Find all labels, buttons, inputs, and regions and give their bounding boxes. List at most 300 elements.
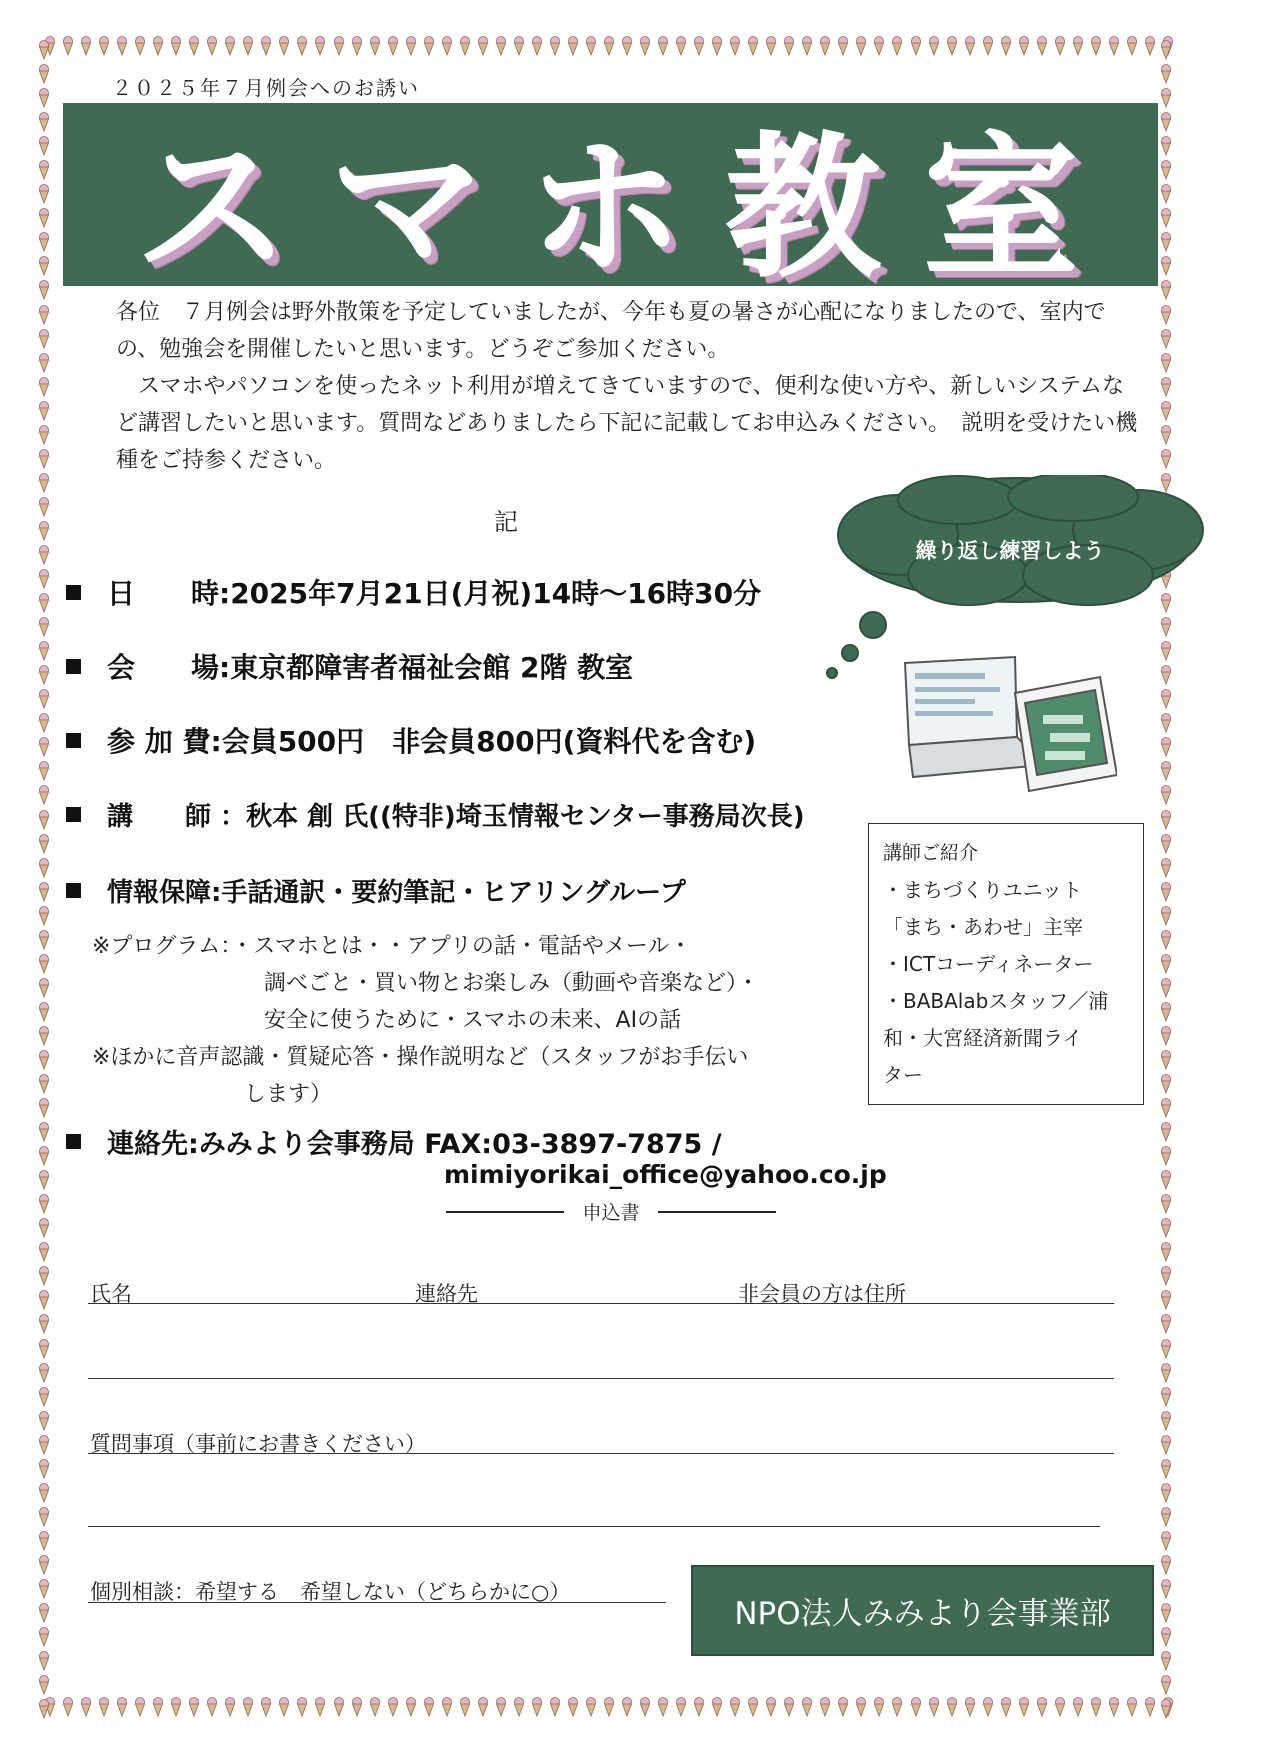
questions-field-line-2[interactable] [88, 1526, 1100, 1527]
ice-cream-cone-icon [1160, 1002, 1172, 1022]
ice-cream-cone-icon [38, 930, 50, 950]
ice-cream-cone-icon [441, 36, 453, 56]
ice-cream-cone-icon [38, 1242, 50, 1262]
venue-value: 東京都障害者福祉会館 2階 教室 [230, 651, 634, 684]
venue-row [66, 646, 633, 686]
ice-cream-cone-icon [855, 36, 867, 56]
venue-label: 会 場: [107, 651, 231, 684]
ice-cream-cone-icon [116, 1697, 128, 1717]
ice-cream-cone-icon [1160, 1411, 1172, 1431]
decorative-border-top [44, 36, 1174, 60]
ice-cream-cone-icon [801, 36, 813, 56]
ice-cream-cone-icon [38, 1194, 50, 1214]
ice-cream-cone-icon [1160, 1579, 1172, 1599]
ice-cream-cone-icon [38, 1675, 50, 1695]
bullet-square-icon [66, 733, 81, 748]
ice-cream-cone-icon [783, 1697, 795, 1717]
ice-cream-cone-icon [1160, 1507, 1172, 1527]
ice-cream-cone-icon [1160, 1074, 1172, 1094]
ice-cream-cone-icon [928, 36, 940, 56]
profile-line: ター [883, 1063, 923, 1087]
program-line: ※プログラム：・スマホとは・・アプリの話・電話やメール・ [92, 934, 692, 959]
ice-cream-cone-icon [621, 36, 633, 56]
profile-line: 和・大宮経済新聞ライ [883, 1026, 1083, 1050]
name-contact-address-field[interactable] [88, 1303, 1114, 1304]
ice-cream-cone-icon [38, 858, 50, 878]
ice-cream-cone-icon [38, 713, 50, 733]
ice-cream-cone-icon [38, 1483, 50, 1503]
info-label: 情報保障: [107, 878, 222, 908]
ice-cream-cone-icon [1018, 36, 1030, 56]
blank-write-line[interactable] [88, 1378, 1114, 1379]
program-list [92, 928, 759, 1113]
ice-cream-cone-icon [1160, 906, 1172, 926]
ice-cream-cone-icon [675, 1697, 687, 1717]
ice-cream-cone-icon [242, 36, 254, 56]
ice-cream-cone-icon [38, 834, 50, 854]
page-title: スマホ教室 [134, 117, 1121, 299]
consultation-option[interactable]: 個別相談：希望する 希望しない（どちらかに○） [90, 1580, 571, 1604]
ice-cream-cone-icon [1160, 858, 1172, 878]
ice-cream-cone-icon [38, 449, 50, 469]
ice-cream-cone-icon [459, 36, 471, 56]
profile-line: ・まちづくりユニット [883, 878, 1082, 902]
ice-cream-cone-icon [441, 1697, 453, 1717]
ice-cream-cone-icon [1108, 1697, 1120, 1717]
ice-cream-cone-icon [1036, 36, 1048, 56]
ice-cream-cone-icon [1160, 353, 1172, 373]
ice-cream-cone-icon [333, 1697, 345, 1717]
ice-cream-cone-icon [1160, 1098, 1172, 1118]
ice-cream-cone-icon [206, 1697, 218, 1717]
ice-cream-cone-icon [38, 521, 50, 541]
bullet-square-icon [66, 659, 81, 674]
ice-cream-cone-icon [693, 1697, 705, 1717]
ice-cream-cone-icon [1000, 1697, 1012, 1717]
ice-cream-cone-icon [1160, 305, 1172, 325]
intro-text [116, 294, 1146, 479]
ice-cream-cone-icon [38, 1218, 50, 1238]
ice-cream-cone-icon [1160, 713, 1172, 733]
ice-cream-cone-icon [38, 88, 50, 108]
ice-cream-cone-icon [1160, 761, 1172, 781]
ice-cream-cone-icon [134, 36, 146, 56]
ice-cream-cone-icon [1160, 882, 1172, 902]
ice-cream-cone-icon [38, 545, 50, 565]
ice-cream-cone-icon [891, 36, 903, 56]
ice-cream-cone-icon [38, 1314, 50, 1334]
ice-cream-cone-icon [38, 40, 50, 60]
ice-cream-cone-icon [1160, 785, 1172, 805]
contact-email: mimiyorikai_office@yahoo.co.jp [444, 1160, 887, 1189]
ice-cream-cone-icon [38, 689, 50, 709]
ice-cream-cone-icon [38, 1411, 50, 1431]
lecturer-value: 秋本 創 氏((特非)埼玉情報センター事務局次長) [246, 802, 805, 832]
ice-cream-cone-icon [1160, 1483, 1172, 1503]
ice-cream-cone-icon [567, 1697, 579, 1717]
ice-cream-cone-icon [38, 1459, 50, 1479]
ice-cream-cone-icon [38, 64, 50, 84]
ice-cream-cone-icon [1126, 36, 1138, 56]
date-value: 2025年7月21日(月祝)14時～16時30分 [230, 577, 762, 610]
ice-cream-cone-icon [1160, 1387, 1172, 1407]
ice-cream-cone-icon [1160, 1603, 1172, 1623]
profile-line: ・BABAlabスタッフ／浦 [883, 989, 1109, 1013]
ice-cream-cone-icon [1160, 1170, 1172, 1190]
ice-cream-cone-icon [675, 36, 687, 56]
ice-cream-cone-icon [1160, 1435, 1172, 1455]
ice-cream-cone-icon [1144, 36, 1156, 56]
ice-cream-cone-icon [38, 569, 50, 589]
ice-cream-cone-icon [224, 1697, 236, 1717]
organization-box: NPO法人みみより会事業部 [691, 1565, 1154, 1656]
name-field-label: 氏名 [90, 1282, 132, 1306]
ice-cream-cone-icon [1160, 1339, 1172, 1359]
ice-cream-cone-icon [38, 473, 50, 493]
ice-cream-cone-icon [38, 497, 50, 517]
ice-cream-cone-icon [1000, 36, 1012, 56]
ice-cream-cone-icon [1072, 1697, 1084, 1717]
questions-field-label: 質問事項（事前にお書きください） [90, 1432, 426, 1456]
ice-cream-cone-icon [38, 617, 50, 637]
ice-cream-cone-icon [38, 1050, 50, 1070]
ice-cream-cone-icon [711, 1697, 723, 1717]
ice-cream-cone-icon [801, 1697, 813, 1717]
address-field-label: 非会員の方は住所 [738, 1282, 906, 1306]
ice-cream-cone-icon [1160, 1459, 1172, 1479]
ice-cream-cone-icon [278, 1697, 290, 1717]
program-line: 調べごと・買い物とお楽しみ（動画や音楽など）・ [264, 971, 760, 996]
ice-cream-cone-icon [1160, 1651, 1172, 1671]
application-title: 申込書 [446, 1198, 776, 1225]
ice-cream-cone-icon [729, 1697, 741, 1717]
ice-cream-cone-icon [1160, 1675, 1172, 1695]
ice-cream-cone-icon [1160, 1218, 1172, 1238]
ice-cream-cone-icon [477, 1697, 489, 1717]
ice-cream-cone-icon [38, 1387, 50, 1407]
ice-cream-cone-icon [1160, 256, 1172, 276]
bubble-text: 繰り返し練習しよう [915, 539, 1105, 563]
ice-cream-cone-icon [62, 1697, 74, 1717]
ice-cream-cone-icon [38, 641, 50, 661]
ice-cream-cone-icon [531, 36, 543, 56]
ice-cream-cone-icon [1090, 36, 1102, 56]
ice-cream-cone-icon [513, 36, 525, 56]
fee-row [66, 720, 756, 760]
ice-cream-cone-icon [1018, 1697, 1030, 1717]
ice-cream-cone-icon [38, 1266, 50, 1286]
ice-cream-cone-icon [837, 36, 849, 56]
ice-cream-cone-icon [1160, 737, 1172, 757]
ice-cream-cone-icon [567, 36, 579, 56]
ice-cream-cone-icon [1160, 64, 1172, 84]
ice-cream-cone-icon [134, 1697, 146, 1717]
ice-cream-cone-icon [38, 1627, 50, 1647]
ice-cream-cone-icon [38, 1555, 50, 1575]
program-line: ※ほかに音声認識・質疑応答・操作説明など（スタッフがお手伝い [92, 1045, 749, 1070]
ice-cream-cone-icon [38, 1339, 50, 1359]
ice-cream-cone-icon [38, 810, 50, 830]
ice-cream-cone-icon [1144, 1697, 1156, 1717]
ice-cream-cone-icon [188, 36, 200, 56]
ice-cream-cone-icon [1160, 329, 1172, 349]
ice-cream-cone-icon [1160, 1627, 1172, 1647]
lecturer-row [66, 796, 805, 833]
ice-cream-cone-icon [62, 36, 74, 56]
ice-cream-cone-icon [964, 36, 976, 56]
ice-cream-cone-icon [224, 36, 236, 56]
ice-cream-cone-icon [423, 1697, 435, 1717]
ice-cream-cone-icon [38, 1651, 50, 1671]
ice-cream-cone-icon [152, 36, 164, 56]
ice-cream-cone-icon [1160, 1290, 1172, 1310]
ice-cream-cone-icon [855, 1697, 867, 1717]
ice-cream-cone-icon [152, 1697, 164, 1717]
ice-cream-cone-icon [80, 36, 92, 56]
ice-cream-cone-icon [549, 36, 561, 56]
ice-cream-cone-icon [621, 1697, 633, 1717]
ice-cream-cone-icon [1160, 40, 1172, 60]
ice-cream-cone-icon [260, 1697, 272, 1717]
lecturer-profile-box [868, 823, 1144, 1105]
ice-cream-cone-icon [38, 1074, 50, 1094]
ice-cream-cone-icon [38, 1363, 50, 1383]
profile-title: 講師ご紹介 [883, 842, 979, 864]
ice-cream-cone-icon [459, 1697, 471, 1717]
ice-cream-cone-icon [38, 1098, 50, 1118]
ice-cream-cone-icon [1160, 1266, 1172, 1286]
date-label: 日 時: [107, 577, 231, 610]
ice-cream-cone-icon [38, 1146, 50, 1166]
ice-cream-cone-icon [38, 425, 50, 445]
ice-cream-cone-icon [98, 36, 110, 56]
ice-cream-cone-icon [405, 1697, 417, 1717]
ice-cream-cone-icon [946, 36, 958, 56]
ice-cream-cone-icon [765, 36, 777, 56]
ice-cream-cone-icon [38, 232, 50, 252]
decorative-border-left [38, 40, 60, 1720]
ice-cream-cone-icon [819, 36, 831, 56]
date-row [66, 572, 761, 612]
ice-cream-cone-icon [38, 1002, 50, 1022]
ice-cream-cone-icon [38, 785, 50, 805]
ice-cream-cone-icon [910, 36, 922, 56]
ice-cream-cone-icon [38, 401, 50, 421]
ice-cream-cone-icon [314, 36, 326, 56]
intro-paragraph-1: 各位 ７月例会は野外散策を予定していましたが、今年も夏の暑さが心配になりましたので、室内での、勉強会を開催したいと思います。どうぞご参加ください。 [116, 300, 1106, 362]
ice-cream-cone-icon [1160, 834, 1172, 854]
ice-cream-cone-icon [38, 280, 50, 300]
ice-cream-cone-icon [639, 1697, 651, 1717]
ice-cream-cone-icon [819, 1697, 831, 1717]
info-value: 手話通訳・要約筆記・ヒアリングループ [221, 878, 686, 908]
ice-cream-cone-icon [1160, 810, 1172, 830]
ice-cream-cone-icon [38, 208, 50, 228]
ice-cream-cone-icon [333, 36, 345, 56]
ice-cream-cone-icon [296, 1697, 308, 1717]
ice-cream-cone-icon [693, 36, 705, 56]
ice-cream-cone-icon [260, 36, 272, 56]
ice-cream-cone-icon [296, 36, 308, 56]
profile-line: 「まち・あわせ」主宰 [883, 915, 1083, 939]
bullet-square-icon [66, 585, 81, 600]
ice-cream-cone-icon [639, 36, 651, 56]
info-support-row [66, 872, 686, 909]
ice-cream-cone-icon [38, 136, 50, 156]
ice-cream-cone-icon [38, 1579, 50, 1599]
ice-cream-cone-icon [1160, 232, 1172, 252]
ice-cream-cone-icon [38, 160, 50, 180]
ice-cream-cone-icon [314, 1697, 326, 1717]
ice-cream-cone-icon [729, 36, 741, 56]
ice-cream-cone-icon [549, 1697, 561, 1717]
ice-cream-cone-icon [1160, 160, 1172, 180]
ice-cream-cone-icon [982, 36, 994, 56]
ice-cream-cone-icon [38, 305, 50, 325]
ice-cream-cone-icon [278, 36, 290, 56]
ice-cream-cone-icon [242, 1697, 254, 1717]
ice-cream-cone-icon [1108, 36, 1120, 56]
consultation-underline [88, 1602, 666, 1603]
ice-cream-cone-icon [1160, 377, 1172, 397]
ice-cream-cone-icon [964, 1697, 976, 1717]
ice-cream-cone-icon [351, 36, 363, 56]
program-line: 安全に使うために・スマホの未来、AIの話 [264, 1008, 682, 1033]
ice-cream-cone-icon [477, 36, 489, 56]
profile-line: ・ICTコーディネーター [883, 952, 1094, 976]
ice-cream-cone-icon [116, 36, 128, 56]
ice-cream-cone-icon [1160, 1026, 1172, 1046]
ice-cream-cone-icon [1160, 1122, 1172, 1142]
ice-cream-cone-icon [1160, 449, 1172, 469]
ice-cream-cone-icon [38, 1531, 50, 1551]
lecturer-label: 講 師 ： [107, 802, 247, 832]
ice-cream-cone-icon [38, 353, 50, 373]
contact-row [66, 1122, 722, 1161]
ki-heading: 記 [494, 508, 518, 536]
ice-cream-cone-icon [657, 36, 669, 56]
ice-cream-cone-icon [38, 256, 50, 276]
laptop-smartphone-illustration [895, 655, 1117, 805]
ice-cream-cone-icon [38, 1290, 50, 1310]
ice-cream-cone-icon [38, 1026, 50, 1046]
ice-cream-cone-icon [206, 36, 218, 56]
ice-cream-cone-icon [531, 1697, 543, 1717]
ice-cream-cone-icon [603, 36, 615, 56]
ice-cream-cone-icon [747, 36, 759, 56]
ice-cream-cone-icon [369, 36, 381, 56]
ice-cream-cone-icon [351, 1697, 363, 1717]
ice-cream-cone-icon [38, 1699, 50, 1719]
ice-cream-cone-icon [603, 1697, 615, 1717]
ice-cream-cone-icon [423, 36, 435, 56]
ice-cream-cone-icon [783, 36, 795, 56]
ice-cream-cone-icon [38, 184, 50, 204]
ice-cream-cone-icon [495, 1697, 507, 1717]
ice-cream-cone-icon [1160, 978, 1172, 998]
decorative-border-bottom [44, 1697, 1174, 1721]
ice-cream-cone-icon [38, 761, 50, 781]
ice-cream-cone-icon [891, 1697, 903, 1717]
ice-cream-cone-icon [80, 1697, 92, 1717]
ice-cream-cone-icon [1160, 1050, 1172, 1070]
ice-cream-cone-icon [1160, 1242, 1172, 1262]
ice-cream-cone-icon [38, 1507, 50, 1527]
ice-cream-cone-icon [1160, 1363, 1172, 1383]
ice-cream-cone-icon [38, 882, 50, 902]
program-line: します） [244, 1082, 333, 1107]
contact-label: 連絡先: [107, 1129, 199, 1160]
ice-cream-cone-icon [1160, 112, 1172, 132]
ice-cream-cone-icon [170, 1697, 182, 1717]
ice-cream-cone-icon [1036, 1697, 1048, 1717]
ice-cream-cone-icon [1160, 280, 1172, 300]
ice-cream-cone-icon [910, 1697, 922, 1717]
ice-cream-cone-icon [495, 36, 507, 56]
ice-cream-cone-icon [387, 1697, 399, 1717]
ice-cream-cone-icon [585, 1697, 597, 1717]
ice-cream-cone-icon [837, 1697, 849, 1717]
ice-cream-cone-icon [1160, 930, 1172, 950]
ice-cream-cone-icon [1160, 136, 1172, 156]
ice-cream-cone-icon [1160, 88, 1172, 108]
intro-paragraph-2: スマホやパソコンを使ったネット利用が増えてきていますので、便利な使い方や、新しいシステムなど講習したいと思います。質問などありましたら下記に記載してお申込みください。 説明を受けたい機種をご持参ください。 [116, 374, 1138, 473]
ice-cream-cone-icon [1054, 1697, 1066, 1717]
ice-cream-cone-icon [657, 1697, 669, 1717]
ice-cream-cone-icon [38, 112, 50, 132]
ice-cream-cone-icon [1160, 1531, 1172, 1551]
ice-cream-cone-icon [170, 36, 182, 56]
ice-cream-cone-icon [38, 954, 50, 974]
ice-cream-cone-icon [38, 906, 50, 926]
fee-value: 会員500円 非会員800円(資料代を含む) [221, 725, 757, 758]
ice-cream-cone-icon [1090, 1697, 1102, 1717]
ice-cream-cone-icon [387, 36, 399, 56]
ice-cream-cone-icon [38, 978, 50, 998]
ice-cream-cone-icon [1160, 208, 1172, 228]
fee-label: 参 加 費: [107, 725, 222, 758]
title-banner [63, 103, 1158, 299]
ice-cream-cone-icon [873, 1697, 885, 1717]
ice-cream-cone-icon [982, 1697, 994, 1717]
ice-cream-cone-icon [1160, 184, 1172, 204]
questions-field[interactable] [88, 1453, 1114, 1454]
ice-cream-cone-icon [1160, 1314, 1172, 1334]
ice-cream-cone-icon [873, 36, 885, 56]
ice-cream-cone-icon [405, 36, 417, 56]
invite-line: ２０２５年７月例会へのお誘い [112, 76, 420, 100]
ice-cream-cone-icon [1160, 1194, 1172, 1214]
decorative-border-right [1160, 40, 1182, 1720]
ice-cream-cone-icon [946, 1697, 958, 1717]
ice-cream-cone-icon [38, 665, 50, 685]
ice-cream-cone-icon [98, 1697, 110, 1717]
ice-cream-cone-icon [513, 1697, 525, 1717]
ice-cream-cone-icon [1072, 36, 1084, 56]
ice-cream-cone-icon [369, 1697, 381, 1717]
ice-cream-cone-icon [38, 377, 50, 397]
bullet-square-icon [66, 1134, 81, 1149]
ice-cream-cone-icon [1160, 425, 1172, 445]
ice-cream-cone-icon [38, 1603, 50, 1623]
ice-cream-cone-icon [747, 1697, 759, 1717]
ice-cream-cone-icon [1160, 401, 1172, 421]
contact-field-label: 連絡先 [415, 1282, 478, 1306]
ice-cream-cone-icon [38, 593, 50, 613]
ice-cream-cone-icon [38, 1435, 50, 1455]
ice-cream-cone-icon [38, 737, 50, 757]
bullet-square-icon [66, 883, 81, 898]
